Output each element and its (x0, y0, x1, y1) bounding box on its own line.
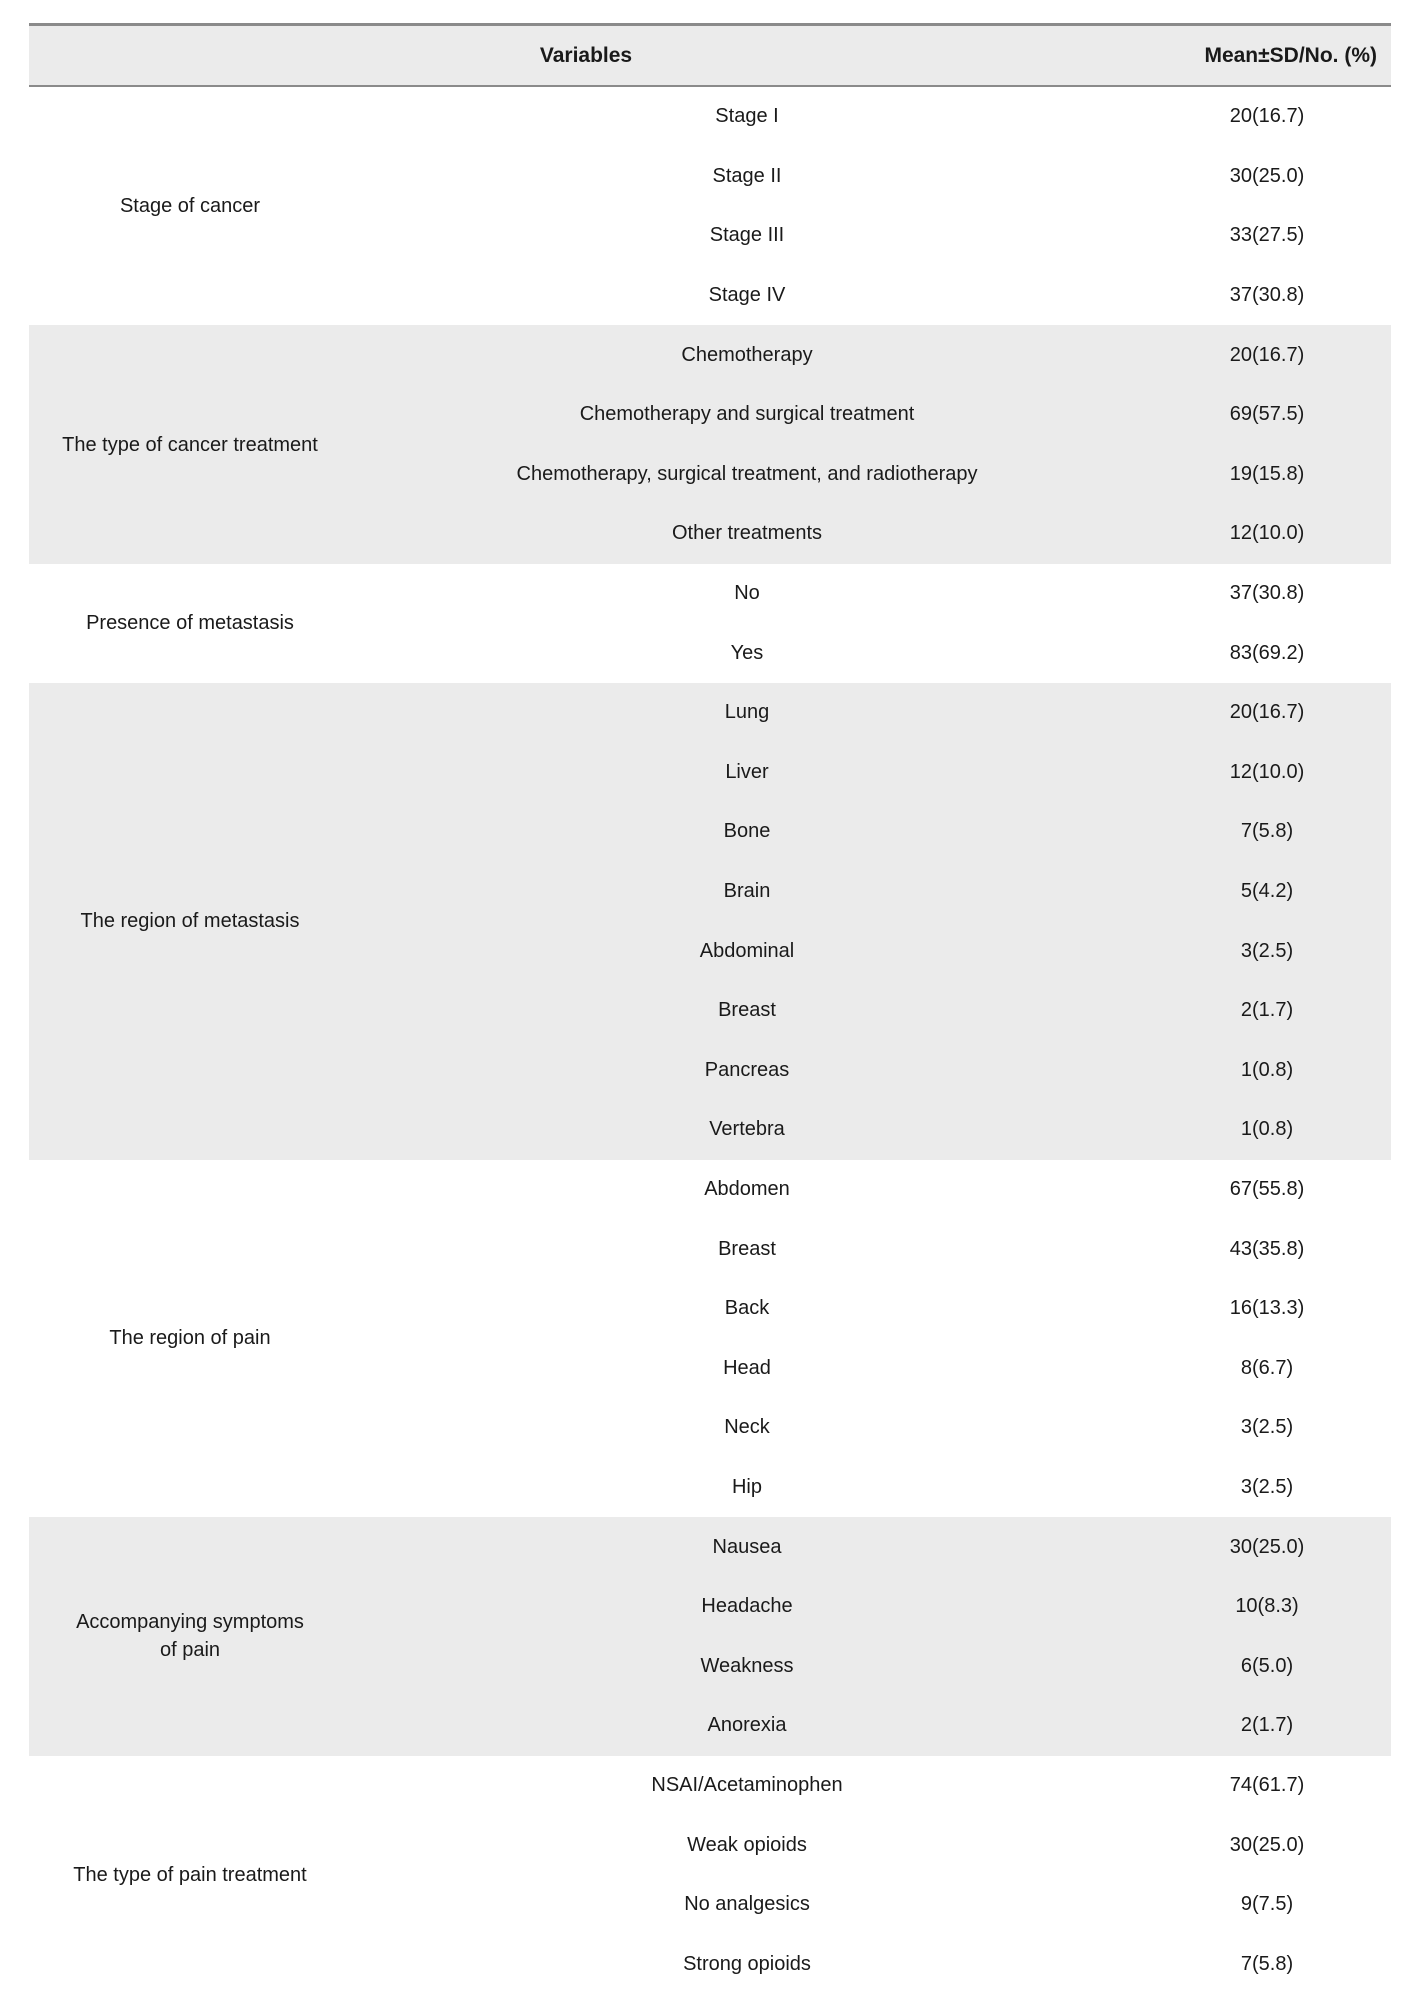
row-value: 3(2.5) (1240, 1416, 1294, 1439)
row-value: 9(7.5) (1240, 1893, 1294, 1916)
row-value: 16(13.3) (1229, 1297, 1305, 1320)
header-variables: Variables (539, 44, 633, 67)
table-row (351, 206, 1391, 266)
variable-group (29, 325, 1391, 563)
table-row (351, 504, 1391, 564)
variable-group (29, 1517, 1391, 1755)
table-row (351, 1041, 1391, 1101)
row-category: Weak opioids (687, 1833, 807, 1856)
table-row (351, 1398, 1391, 1458)
row-category: Bone (723, 820, 771, 843)
row-category: Head (723, 1356, 771, 1379)
row-category: Chemotherapy and surgical treatment (579, 403, 915, 426)
table-row (351, 1458, 1391, 1518)
group-label: Accompanying symptoms of pain (76, 1611, 304, 1662)
row-value: 30(25.0) (1229, 1833, 1305, 1856)
row-value: 3(2.5) (1240, 939, 1294, 962)
row-value: 37(30.8) (1229, 582, 1305, 605)
row-category: Stage I (715, 105, 779, 128)
row-value: 33(27.5) (1229, 224, 1305, 247)
table-row (351, 147, 1391, 207)
table-row (351, 87, 1391, 147)
table-row (351, 1636, 1391, 1696)
data-table (29, 23, 1391, 1994)
row-category: Pancreas (704, 1058, 790, 1081)
table-row (351, 564, 1391, 624)
table-row (351, 1696, 1391, 1756)
row-category: Yes (730, 641, 764, 664)
table-row (351, 981, 1391, 1041)
table-row (351, 1517, 1391, 1577)
table-row (351, 1577, 1391, 1637)
row-category: No (734, 582, 760, 605)
group-label: The type of pain treatment (73, 1863, 307, 1886)
row-category: Chemotherapy, surgical treatment, and radiotherapy (516, 462, 978, 485)
group-label: Presence of metastasis (86, 612, 294, 635)
table-row (351, 1934, 1391, 1994)
header-value: Mean±SD/No. (%) (1204, 44, 1377, 67)
row-category: Chemotherapy (681, 343, 813, 366)
row-value: 20(16.7) (1229, 701, 1305, 724)
table-row (351, 1756, 1391, 1816)
table-row (351, 743, 1391, 803)
row-value: 2(1.7) (1240, 1714, 1294, 1737)
table-row (351, 1160, 1391, 1220)
row-category: Stage IV (708, 284, 786, 307)
row-value: 5(4.2) (1240, 880, 1294, 903)
row-value: 7(5.8) (1240, 820, 1294, 843)
row-value: 69(57.5) (1229, 403, 1305, 426)
row-category: Stage III (709, 224, 785, 247)
group-label: Stage of cancer (119, 195, 261, 218)
row-value: 8(6.7) (1240, 1356, 1294, 1379)
row-category: Headache (701, 1595, 793, 1618)
table-header (29, 23, 1391, 87)
row-category: Strong opioids (683, 1952, 811, 1975)
row-value: 1(0.8) (1240, 1058, 1294, 1081)
row-value: 12(10.0) (1229, 522, 1305, 545)
row-value: 74(61.7) (1229, 1773, 1305, 1796)
row-value: 20(16.7) (1229, 105, 1305, 128)
table-row (351, 445, 1391, 505)
table-body (29, 87, 1391, 1994)
row-category: Stage II (712, 164, 782, 187)
row-value: 7(5.8) (1240, 1952, 1294, 1975)
row-category: Weakness (700, 1654, 794, 1677)
row-category: Breast (718, 1237, 776, 1260)
row-category: Vertebra (709, 1118, 785, 1141)
row-category: Breast (718, 999, 776, 1022)
variable-group (29, 1756, 1391, 1994)
table-row (351, 1875, 1391, 1935)
row-value: 20(16.7) (1229, 343, 1305, 366)
row-category: NSAI/Acetaminophen (651, 1773, 843, 1796)
row-value: 37(30.8) (1229, 284, 1305, 307)
table-row (351, 325, 1391, 385)
row-value: 83(69.2) (1229, 641, 1305, 664)
variable-group (29, 564, 1391, 683)
row-value: 67(55.8) (1229, 1177, 1305, 1200)
row-value: 3(2.5) (1240, 1475, 1294, 1498)
row-value: 10(8.3) (1235, 1595, 1299, 1618)
row-value: 12(10.0) (1229, 760, 1305, 783)
row-value: 30(25.0) (1229, 164, 1305, 187)
row-category: Brain (723, 880, 771, 903)
row-value: 30(25.0) (1229, 1535, 1305, 1558)
row-category: Anorexia (707, 1714, 787, 1737)
row-value: 43(35.8) (1229, 1237, 1305, 1260)
table-row (351, 683, 1391, 743)
row-category: Abdomen (704, 1177, 790, 1200)
row-category: Back (724, 1297, 770, 1320)
table-row (351, 1338, 1391, 1398)
table-row (351, 1279, 1391, 1339)
row-category: Lung (724, 701, 770, 724)
table-row (351, 385, 1391, 445)
table-row (351, 266, 1391, 326)
variable-group (29, 683, 1391, 1160)
group-label: The type of cancer treatment (62, 433, 318, 456)
row-category: Liver (725, 760, 769, 783)
table-row (351, 802, 1391, 862)
row-value: 2(1.7) (1240, 999, 1294, 1022)
variable-group (29, 87, 1391, 325)
variable-group (29, 1160, 1391, 1518)
row-category: No analgesics (684, 1893, 810, 1916)
table-row (351, 862, 1391, 922)
row-value: 1(0.8) (1240, 1118, 1294, 1141)
group-label: The region of pain (109, 1327, 271, 1350)
row-category: Neck (724, 1416, 770, 1439)
group-label: The region of metastasis (80, 910, 300, 933)
row-category: Other treatments (671, 522, 823, 545)
table-row (351, 1219, 1391, 1279)
table-row (351, 1100, 1391, 1160)
row-value: 19(15.8) (1229, 462, 1305, 485)
table-row (351, 1815, 1391, 1875)
row-category: Nausea (712, 1535, 782, 1558)
row-category: Abdominal (699, 939, 795, 962)
table-row (351, 623, 1391, 683)
table-row (351, 921, 1391, 981)
row-category: Hip (731, 1475, 762, 1498)
row-value: 6(5.0) (1240, 1654, 1294, 1677)
